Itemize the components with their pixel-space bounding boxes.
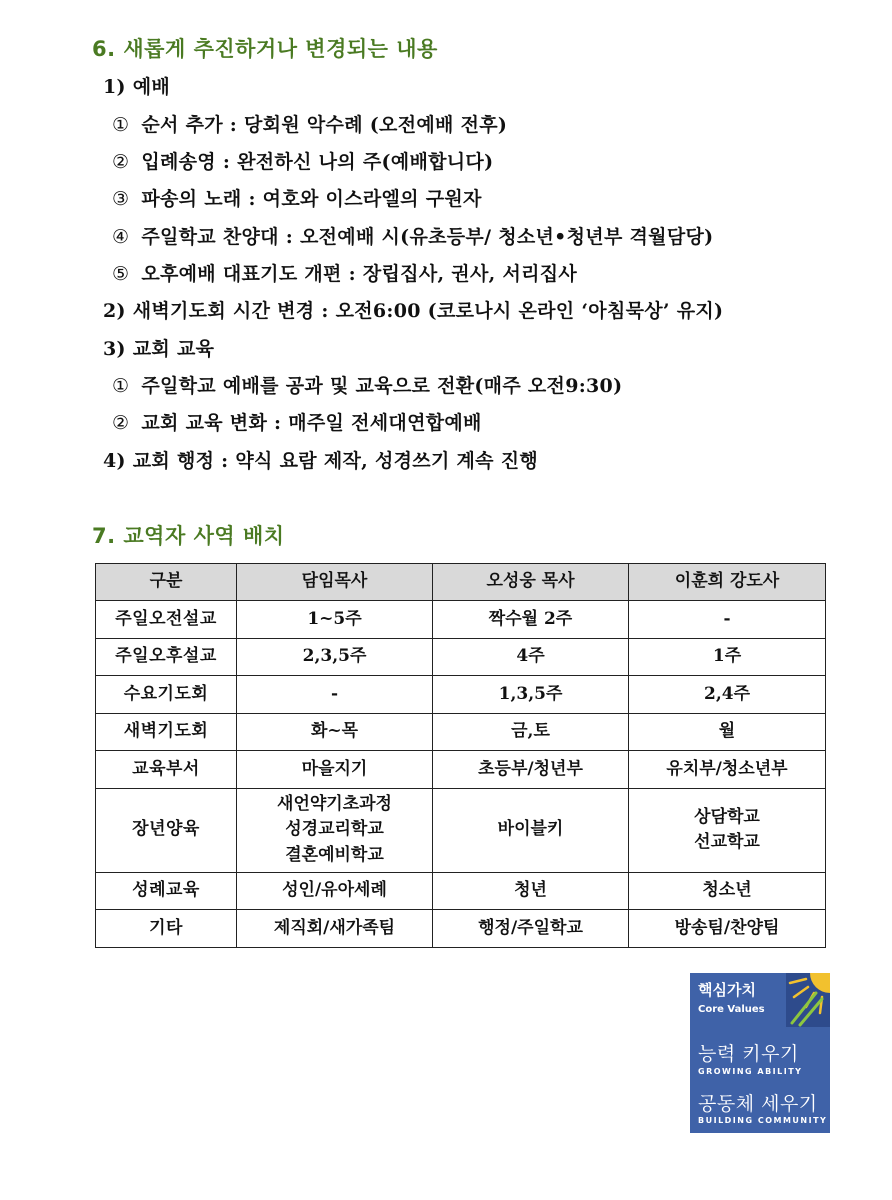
table-cell: 마을지기 [237,751,433,789]
item-marker: ② [112,412,130,434]
badge-header [690,973,830,1027]
table-cell: 유치부/청소년부 [629,751,826,789]
badge-title-kr: 핵심가치 [698,981,756,999]
item-text: 3) 교회 교육 [103,338,215,360]
staff-assignment-table [95,563,826,948]
table-cell: 짝수월 2주 [433,601,629,639]
item-text: 2) 새벽기도회 시간 변경 : 오전6:00 (코로나시 온라인 ‘아침묵상’ 유지) [103,300,724,322]
list-item-worship [103,72,170,99]
item-text: 파송의 노래 : 여호와 이스라엘의 구원자 [141,188,482,210]
list-item-education [103,334,214,361]
badge-line2-kr: 공동체 세우기 [698,1093,818,1115]
row-label: 성례교육 [96,872,237,910]
list-item-prayer-reform [112,259,577,286]
badge-line1-kr: 능력 키우기 [698,1043,799,1065]
header-cell: 구분 [96,564,237,601]
row-label: 장년양육 [96,788,237,872]
table-cell: 방송팀/찬양팀 [629,910,826,948]
row-label: 기타 [96,910,237,948]
table-header-row [96,564,826,601]
header-cell: 오성웅 목사 [433,564,629,601]
list-item-order-added [112,110,507,137]
table-cell: - [237,676,433,714]
table-cell: 1,3,5주 [433,676,629,714]
list-item-entrance-hymn [112,147,493,174]
table-row [96,638,826,676]
badge-line1-en: GROWING ABILITY [698,1067,803,1076]
item-text: 교회 교육 변화 : 매주일 전세대연합예배 [141,412,482,434]
table-row [96,601,826,639]
item-marker: ③ [112,188,130,210]
list-item-sunday-school [112,371,622,398]
item-marker: ② [112,151,130,173]
item-text: 주일학교 찬양대 : 오전예배 시(유초등부/ 청소년•청년부 격월담당) [141,226,714,248]
table-cell: 행정/주일학교 [433,910,629,948]
table-row [96,751,826,789]
item-marker: ⑤ [112,263,130,285]
section7-title: 7. 교역자 사역 배치 [92,524,285,548]
table-cell: 화~목 [237,713,433,751]
item-marker: ④ [112,226,130,248]
list-item-dawn-prayer [103,296,723,323]
table-cell: 4주 [433,638,629,676]
core-values-badge [690,973,830,1133]
badge-line2-en: BUILDING COMMUNITY [698,1116,828,1125]
table-cell: 초등부/청년부 [433,751,629,789]
table-cell: 1주 [629,638,826,676]
table-cell: 청년 [433,872,629,910]
table-cell-multiline: 상담학교 선교학교 [629,788,826,872]
row-label: 주일오전설교 [96,601,237,639]
section6-title: 6. 새롭게 추진하거나 변경되는 내용 [92,37,438,61]
list-item-edu-change [112,408,482,435]
item-text: 입례송영 : 완전하신 나의 주(예배합니다) [141,151,494,173]
table-cell: 성인/유아세례 [237,872,433,910]
table-cell: - [629,601,826,639]
list-item-sending-song [112,184,482,211]
item-text: 오후예배 대표기도 개편 : 장립집사, 권사, 서리집사 [141,263,578,285]
table-cell: 바이블키 [433,788,629,872]
table-cell-multiline: 새언약기초과정 성경교리학교 결혼예비학교 [237,788,433,872]
table-cell: 2,3,5주 [237,638,433,676]
badge-title-en: Core Values [698,1004,765,1015]
item-text: 4) 교회 행정 : 약식 요람 제작, 성경쓰기 계속 진행 [103,450,539,472]
table-row [96,788,826,872]
table-row [96,872,826,910]
table-row [96,713,826,751]
row-label: 주일오후설교 [96,638,237,676]
row-label: 교육부서 [96,751,237,789]
table-cell: 월 [629,713,826,751]
table-cell: 2,4주 [629,676,826,714]
header-cell: 담임목사 [237,564,433,601]
table-row [96,676,826,714]
list-item-administration [103,446,538,473]
table-cell: 청소년 [629,872,826,910]
row-label: 새벽기도회 [96,713,237,751]
item-text: 순서 추가 : 당회원 악수례 (오전예배 전후) [141,114,508,136]
list-item-choir [112,222,713,249]
table-cell: 1~5주 [237,601,433,639]
row-label: 수요기도회 [96,676,237,714]
table-cell: 금,토 [433,713,629,751]
item-marker: ① [112,114,130,136]
item-text: 주일학교 예배를 공과 및 교육으로 전환(매주 오전9:30) [141,375,623,397]
table-row [96,910,826,948]
item-marker: ① [112,375,130,397]
table-cell: 제직회/새가족팀 [237,910,433,948]
item-text: 1) 예배 [103,76,171,98]
header-cell: 이훈희 강도사 [629,564,826,601]
sun-icon [786,973,830,1027]
